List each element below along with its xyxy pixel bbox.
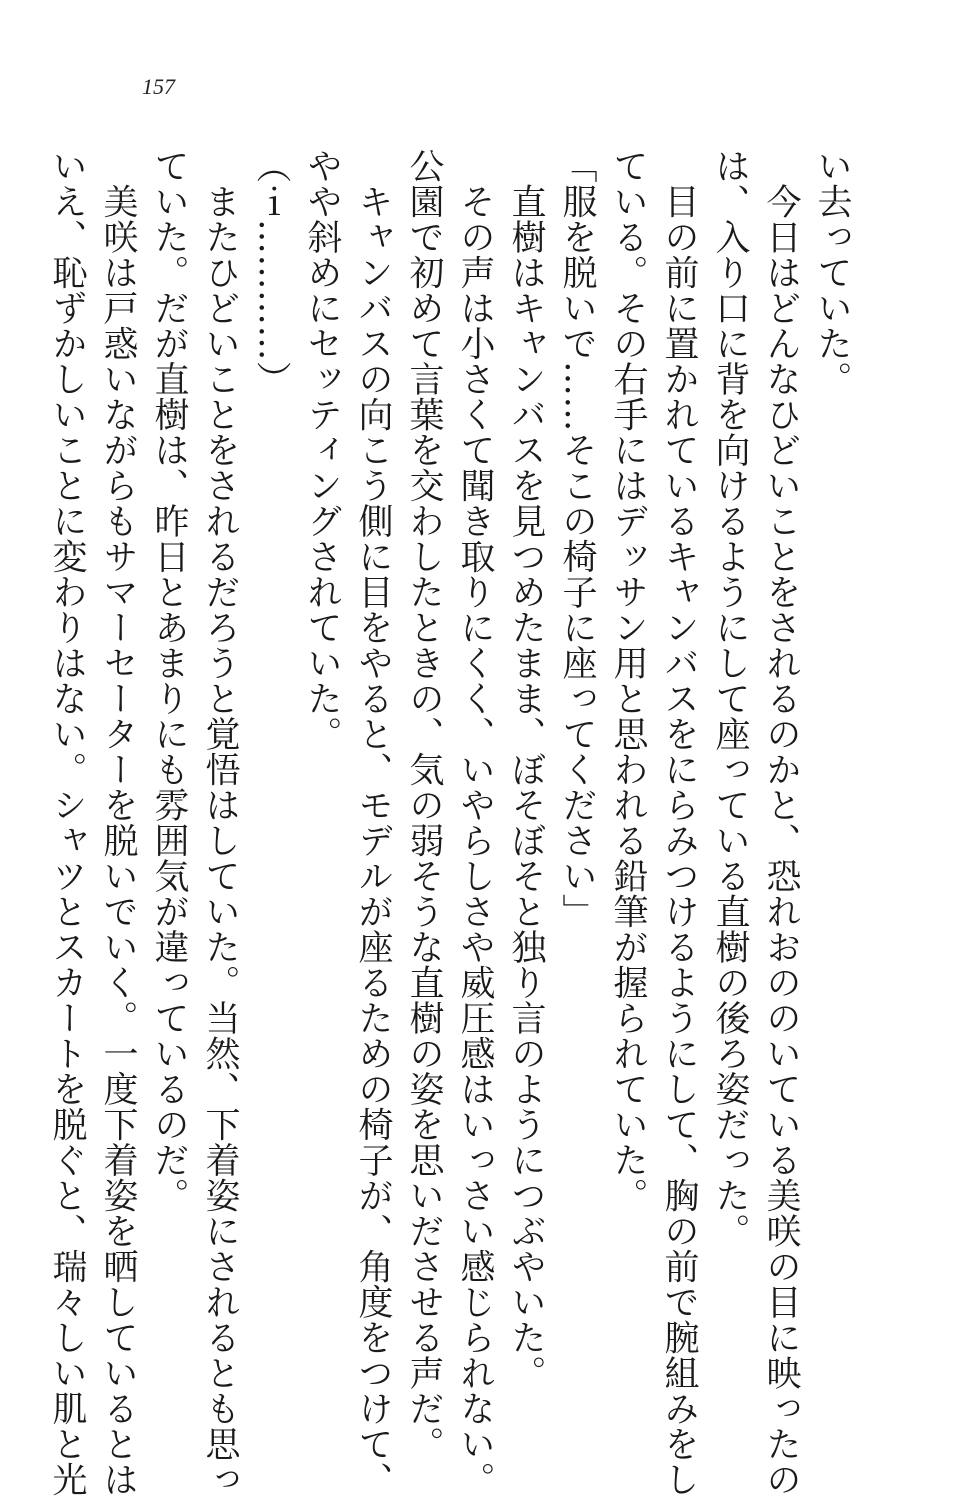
novel-text-column [47,148,857,1497]
text-line: は、入り口に背を向けるようにして座っている直樹の後ろ姿だった。 [710,148,750,1249]
page-number: 157 [142,74,175,99]
text-line: ていた。だが直樹は、昨日とあまりにも雰囲気が違っているのだ。 [149,148,189,1213]
text-line: その声は小さくて聞き取りにくく、いやらしさや威圧感はいっさい感じられない。 [455,148,495,1497]
text-line: 直樹はキャンバスを見つめたまま、ぼそぼそと独り言のようにつぶやいた。 [506,148,546,1391]
text-line: 目の前に置かれているキャンバスをにらみつけるようにして、胸の前で腕組みをし [659,148,699,1497]
thought-line: （ｉ…………） [251,148,291,397]
text-line: い去っていた。 [812,148,852,397]
dialogue-line: 「服を脱いで……そこの椅子に座ってください」 [557,148,597,929]
text-line: 公園で初めて言葉を交わしたときの、気の弱そうな直樹の姿を思いださせる声だ。 [404,148,444,1462]
text-line: いえ、恥ずかしいことに変わりはない。シャツとスカートを脱ぐと、瑞々しい肌と光 [47,148,87,1497]
text-line: またひどいことをされるだろうと覚悟はしていた。当然、下着姿にされるとも思っ [200,148,240,1497]
text-line: 美咲は戸惑いながらもサマーセーターを脱いでいく。一度下着姿を晒しているとは [98,148,138,1497]
text-line: 今日はどんなひどいことをされるのかと、恐れおののいている美咲の目に映ったの [761,148,801,1497]
text-line: キャンバスの向こう側に目をやると、モデルが座るための椅子が、角度をつけて、 [353,148,393,1497]
text-line: ている。その右手にはデッサン用と思われる鉛筆が握られていた。 [608,148,648,1213]
text-line: やや斜めにセッティングされていた。 [302,148,342,752]
